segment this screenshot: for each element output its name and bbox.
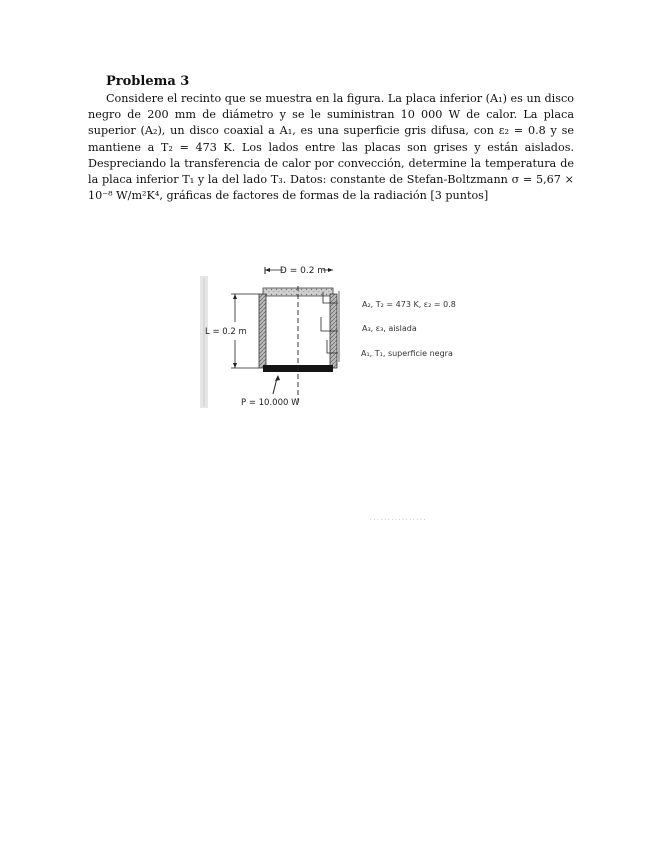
label-a3: A₃, ε₃, aislada [362,324,417,333]
height-label: L = 0.2 m [205,327,247,337]
left-wall-a3 [259,294,266,368]
label-a2: A₂, T₂ = 473 K, ε₂ = 0.8 [362,300,456,309]
power-label: P = 10.000 W [241,398,300,408]
problem-statement: Considere el recinto que se muestra en la figura. La placa inferior (A₁) es un disco negro de 200 mm de diámetro y se le suministran 10 000 W de calor. La placa superior (A₂), un disco coaxial a A₁, es una superficie gris difusa, con ε₂ = 0.8 y se mantiene a T₂ = 473 K. Los lados entre las placas son grises y están aislados. Despreciando la transferencia de calor por convección, determine la temperatura de la placa inferior T₁ y la del lado T₃. Datos: constante de Stefan-Boltzmann σ = 5,67 × 10⁻⁸ W/m²K⁴, gráficas de factores de formas de la radiación [3 puntos] [88,92,574,203]
enclosure-figure [195,258,465,413]
enclosure-diagram [195,258,465,413]
label-a1: A₁, T₁, superficie negra [361,349,453,358]
figure-caption: · · · · · · · · · · · · · · · · [370,517,426,523]
problem-title: Problema 3 [106,74,190,89]
diameter-label: D = 0.2 m [279,266,327,276]
